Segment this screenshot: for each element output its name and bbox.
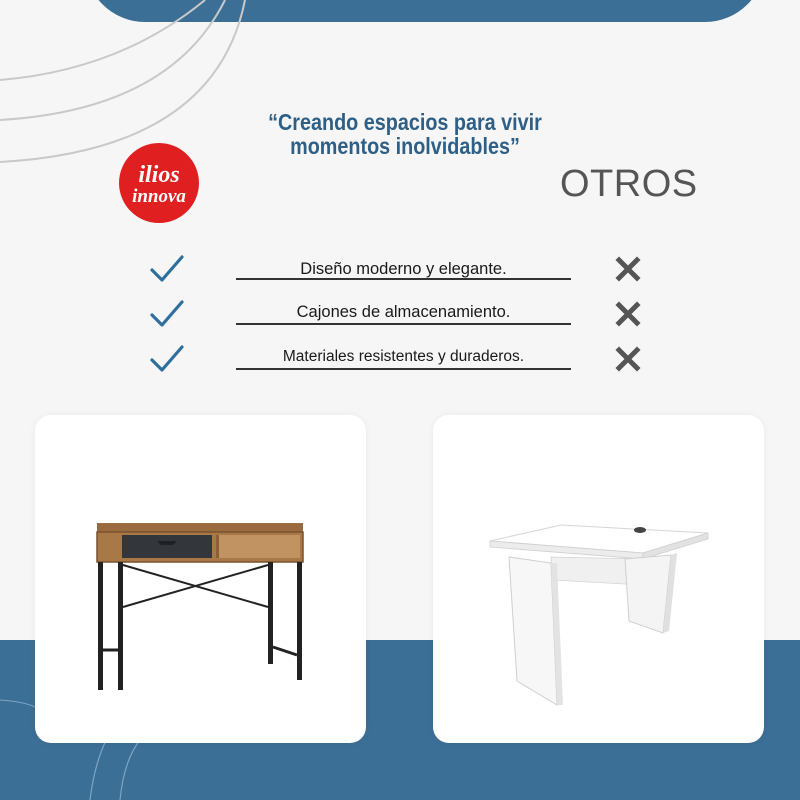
check-icon xyxy=(149,253,185,285)
section-title: OTROS xyxy=(560,163,698,205)
feature-row xyxy=(0,298,800,338)
product-card-white-desk[interactable] xyxy=(433,415,764,743)
feature-divider xyxy=(236,323,571,325)
brand-logo xyxy=(118,142,200,224)
tagline xyxy=(255,110,556,158)
wood-desk-image xyxy=(35,415,366,743)
product-card-wood-desk[interactable] xyxy=(35,415,366,743)
tagline-line-2: momentos inolvidables” xyxy=(290,133,520,159)
x-icon xyxy=(615,301,641,327)
feature-label: Cajones de almacenamiento. xyxy=(296,303,511,321)
tagline-line-1: “Creando espacios para vivir xyxy=(268,109,542,135)
feature-row xyxy=(0,343,800,383)
white-desk-image xyxy=(433,415,764,743)
x-icon xyxy=(615,256,641,282)
logo-text-line-2: innova xyxy=(132,186,186,207)
feature-divider xyxy=(236,368,571,370)
feature-row xyxy=(0,253,800,293)
feature-divider xyxy=(236,278,571,280)
feature-label: Materiales resistentes y duraderos. xyxy=(282,348,525,365)
x-icon xyxy=(615,346,641,372)
check-icon xyxy=(149,343,185,375)
feature-label: Diseño moderno y elegante. xyxy=(300,260,507,278)
logo-text-line-1: ilios xyxy=(138,162,180,188)
check-icon xyxy=(149,298,185,330)
